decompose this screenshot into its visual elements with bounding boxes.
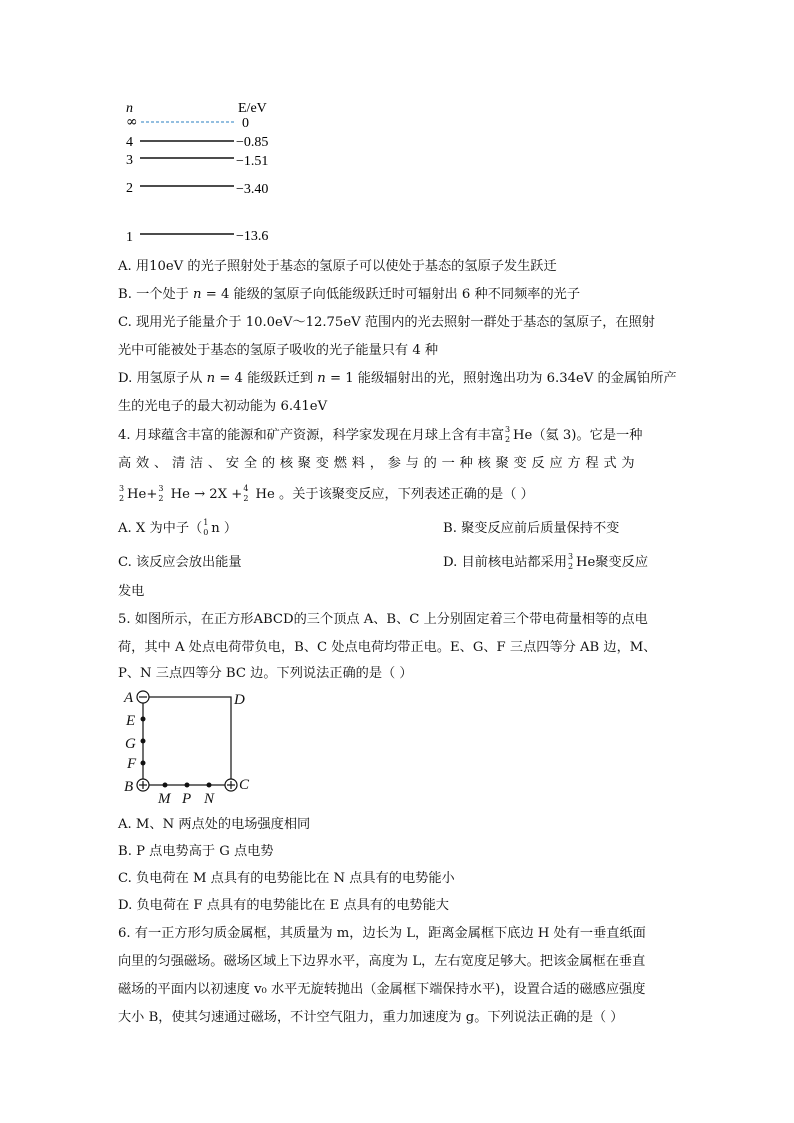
q5-stem-line2: 荷，其中 A 处点电荷带负电，B、C 处点电荷均带正电。E、G、F 三点四等分 AB 边，M、 bbox=[118, 640, 657, 655]
point-e bbox=[141, 717, 146, 722]
level-label-n: 4 bbox=[126, 135, 133, 150]
level-energy: 0 bbox=[242, 116, 249, 131]
label-e: E bbox=[126, 713, 136, 729]
label-m: M bbox=[158, 791, 171, 807]
point-g bbox=[141, 739, 146, 744]
q4-stem-line2: 高 效 、 清 洁 、 安 全 的 核 聚 变 燃 料 ， 参 与 的 一 种 核 聚 变 反 应 方 程 式 为 bbox=[118, 456, 635, 471]
q5-option-c: C. 负电荷在 M 点具有的电势能比在 N 点具有的电势能小 bbox=[118, 871, 455, 886]
q5-stem-line1: 5. 如图所示，在正方形ABCD的三个顶点 A、B、C 上分别固定着三个带电荷量相等的点电 bbox=[118, 612, 648, 627]
level-energy: −0.85 bbox=[236, 135, 269, 150]
q5-option-a: A. M、N 两点处的电场强度相同 bbox=[118, 817, 311, 832]
q6-stem-line2: 向里的匀强磁场。磁场区域上下边界水平，高度为 L，左右宽度足够大。把该金属框在垂直 bbox=[118, 954, 646, 969]
q4-option-a: A. X 为中子（ 1 0 n ） bbox=[118, 518, 238, 537]
label-c: C bbox=[239, 777, 250, 793]
q3-option-c-line1: C. 现用光子能量介于 10.0eV～12.75eV 范围内的光去照射一群处于基态的氢原子，在照射 bbox=[118, 315, 655, 330]
label-f: F bbox=[127, 756, 137, 772]
q3-option-d-line2: 生的光电子的最大初动能为 6.41eV bbox=[118, 399, 328, 414]
level-energy: −3.40 bbox=[236, 182, 269, 197]
level-energy: −13.6 bbox=[236, 229, 269, 244]
point-m bbox=[163, 783, 168, 788]
q5-option-d: D. 负电荷在 F 点具有的电势能比在 E 点具有的电势能大 bbox=[118, 898, 449, 913]
level-energy: −1.51 bbox=[236, 154, 269, 169]
q4-option-d: D. 目前核电站都采用 3 2 He聚变反应 bbox=[443, 552, 649, 571]
q4-option-c: C. 该反应会放出能量 bbox=[118, 555, 242, 570]
q6-stem-line4: 大小 B，使其匀速通过磁场，不计空气阻力，重力加速度为 g。下列说法正确的是（ ） bbox=[118, 1010, 624, 1025]
level-label-n: 1 bbox=[126, 230, 133, 245]
label-p: P bbox=[182, 791, 192, 807]
point-n bbox=[207, 783, 212, 788]
q6-stem-line1: 6. 有一正方形匀质金属框，其质量为 m，边长为 L，距离金属框下底边 H 处有一垂直纸面 bbox=[118, 926, 646, 941]
label-b: B bbox=[124, 779, 134, 795]
q4-option-b: B. 聚变反应前后质量保持不变 bbox=[443, 521, 620, 536]
label-n: N bbox=[204, 791, 215, 807]
q3-option-c-line2: 光中可能被处于基态的氢原子吸收的光子能量只有 4 种 bbox=[118, 343, 439, 358]
q4-option-d-cont: 发电 bbox=[118, 584, 145, 599]
q5-option-b: B. P 点电势高于 G 点电势 bbox=[118, 844, 274, 859]
q3-option-d-line1: D. 用氢原子从 n = 4 能级跃迁到 n = 1 能级辐射出的光，照射逸出功为 6.34eV 的金属铂所产 bbox=[118, 371, 677, 386]
level-label-n: ∞ bbox=[126, 114, 138, 130]
label-a: A bbox=[124, 690, 134, 706]
q3-option-b: B. 一个处于 n = 4 能级的氢原子向低能级跃迁时可辐射出 6 种不同频率的光子 bbox=[118, 287, 581, 302]
q4-equation: 3 2 He+ 3 2 He → 2X + 4 2 He 。关于该聚变反应，下列表述正确的是（ ） bbox=[119, 484, 534, 503]
label-g: G bbox=[125, 736, 136, 752]
label-d: D bbox=[234, 692, 245, 708]
q3-option-a: A. 用10eV 的光子照射处于基态的氢原子可以使处于基态的氢原子发生跃迁 bbox=[118, 259, 557, 274]
axis-e-label: E/eV bbox=[238, 101, 267, 116]
axis-n-label: n bbox=[126, 101, 133, 116]
square-abcd bbox=[143, 697, 231, 785]
point-p bbox=[185, 783, 190, 788]
point-f bbox=[141, 761, 146, 766]
q6-stem-line3: 磁场的平面内以初速度 v₀ 水平无旋转抛出（金属框下端保持水平)，设置合适的磁感应强度 bbox=[118, 982, 646, 997]
level-label-n: 2 bbox=[126, 181, 133, 196]
q5-stem-line3: P、N 三点四等分 BC 边。下列说法正确的是（ ） bbox=[118, 666, 413, 681]
q4-stem-line1: 4. 月球蕴含丰富的能源和矿产资源，科学家发现在月球上含有丰富 3 2 He（氦 3)。它是一种 bbox=[118, 425, 643, 444]
level-label-n: 3 bbox=[126, 153, 133, 168]
